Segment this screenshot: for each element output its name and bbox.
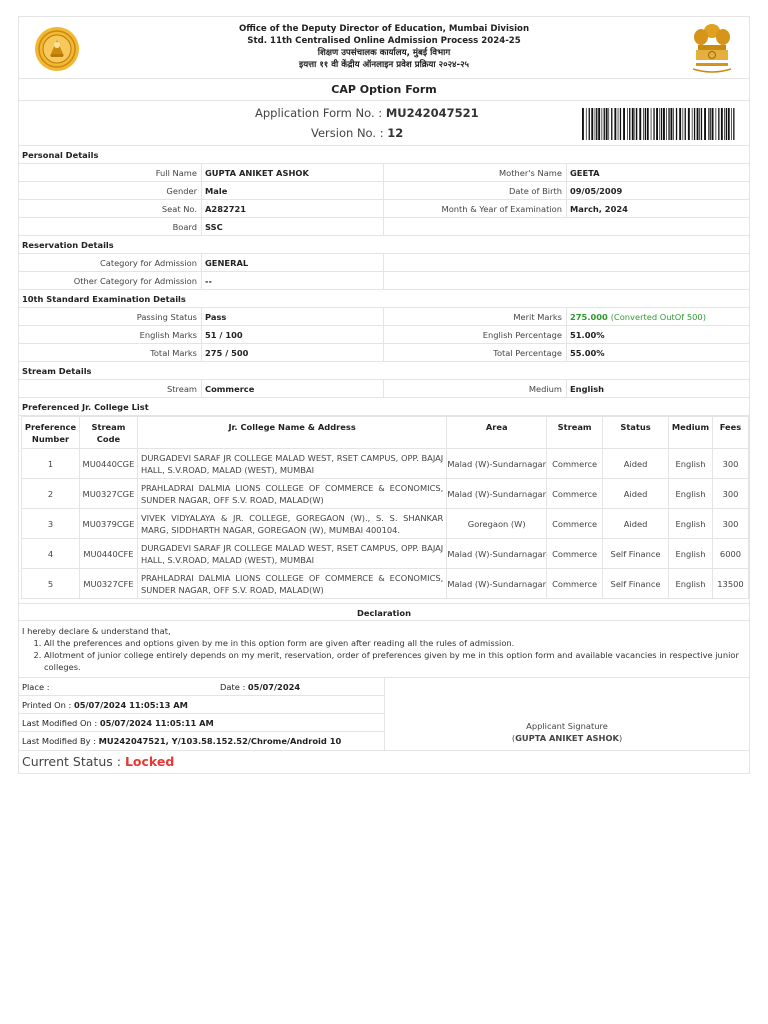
college-medium: English <box>669 449 713 479</box>
mother-name-value: GEETA <box>570 168 600 178</box>
college-status: Aided <box>603 509 669 539</box>
college-fees: 300 <box>712 449 748 479</box>
version-line <box>311 126 403 140</box>
header-marathi-process-line: इयत्ता ११ वी केंद्रीय ऑनलाइन प्रवेश प्रक्रिया २०२४-२५ <box>298 60 470 70</box>
last-modified-label: Last Modified On : <box>22 718 98 728</box>
total-marks-value: 275 / 500 <box>205 348 249 358</box>
college-medium: English <box>669 509 713 539</box>
column-header: Medium <box>669 417 713 449</box>
full-name-label: Full Name <box>19 164 202 181</box>
english-marks-value: 51 / 100 <box>205 330 243 340</box>
college-stream: Commerce <box>547 539 603 569</box>
current-status-label: Current Status : <box>22 754 121 769</box>
preference-number: 3 <box>22 509 80 539</box>
application-number-label: Application Form No. : <box>255 106 383 120</box>
exam-month-label: Month & Year of Examination <box>384 200 567 217</box>
table-row <box>22 539 749 569</box>
printed-on-row <box>19 696 384 714</box>
preference-number: 1 <box>22 449 80 479</box>
national-emblem-icon <box>687 21 737 75</box>
college-name: PRAHLADRAI DALMIA LIONS COLLEGE OF COMMERCE & ECONOMICS, SUNDER NAGAR, OFF S.V. ROAD, MALAD(W) <box>137 569 446 599</box>
total-marks-label: Total Marks <box>19 344 202 361</box>
date-value: 05/07/2024 <box>247 682 301 692</box>
form-header <box>19 17 749 79</box>
column-header: Stream <box>547 417 603 449</box>
college-area: Malad (W)-Sundarnagar <box>447 449 547 479</box>
college-area: Malad (W)-Sundarnagar <box>447 539 547 569</box>
maharashtra-seal-icon <box>33 26 83 72</box>
personal-row-3 <box>19 200 749 218</box>
college-name: VIVEK VIDYALAYA & JR. COLLEGE, GOREGAON (W)., S. S. SHANKAR MARG, SIDDHARTH NAGAR, GOREGAON (W), MUMBAI 400104. <box>137 509 446 539</box>
college-fees: 300 <box>712 479 748 509</box>
declaration-body <box>19 621 749 678</box>
college-name: DURGADEVI SARAF JR COLLEGE MALAD WEST, RSET CAMPUS, OPP. BAJAJ HALL, S.V.ROAD, MALAD (WEST), MUMBAI <box>137 539 446 569</box>
medium-label: Medium <box>384 380 567 397</box>
english-marks-label: English Marks <box>19 326 202 343</box>
last-modified-by-label: Last Modified By : <box>22 736 96 746</box>
merit-marks-number: 275.000 <box>570 312 608 322</box>
version-number: 12 <box>387 126 404 140</box>
column-header: Status <box>603 417 669 449</box>
personal-row-4 <box>19 218 749 236</box>
college-area: Goregaon (W) <box>447 509 547 539</box>
college-stream: Commerce <box>547 569 603 599</box>
stream-details-heading: Stream Details <box>19 362 749 380</box>
college-stream: Commerce <box>547 449 603 479</box>
exam-row-1 <box>19 308 749 326</box>
stream-row <box>19 380 749 398</box>
column-header: Jr. College Name & Address <box>137 417 446 449</box>
passing-status-label: Passing Status <box>19 308 202 325</box>
board-label: Board <box>19 218 202 235</box>
signature-area <box>385 678 749 750</box>
exam-row-3 <box>19 344 749 362</box>
declaration-points <box>22 637 746 673</box>
exam-details-heading: 10th Standard Examination Details <box>19 290 749 308</box>
preference-number: 4 <box>22 539 80 569</box>
declaration-heading: Declaration <box>19 603 749 621</box>
other-category-value: -- <box>205 276 212 286</box>
college-status: Self Finance <box>603 539 669 569</box>
college-status: Self Finance <box>603 569 669 599</box>
column-header: Stream Code <box>79 417 137 449</box>
reservation-row-2 <box>19 272 749 290</box>
date-label: Date : <box>220 682 246 692</box>
mother-name-label: Mother's Name <box>384 164 567 181</box>
college-fees: 300 <box>712 509 748 539</box>
total-percentage-value: 55.00% <box>570 348 605 358</box>
table-row <box>22 509 749 539</box>
category-value: GENERAL <box>205 258 249 268</box>
current-status-value: Locked <box>124 754 175 769</box>
stream-code: MU0327CFE <box>79 569 137 599</box>
stream-value: Commerce <box>205 384 255 394</box>
personal-row-1 <box>19 164 749 182</box>
header-office-line: Office of the Deputy Director of Education, Mumbai Division <box>238 24 530 34</box>
cap-option-form <box>18 16 750 774</box>
table-row <box>22 449 749 479</box>
exam-month-value: March, 2024 <box>570 204 628 214</box>
merit-marks-note: (Converted OutOf 500) <box>610 312 706 322</box>
medium-value: English <box>570 384 605 394</box>
declaration-point: 1. All the preferences and options given by me in this option form are given after reading all the rules of admission. <box>44 637 746 649</box>
total-percentage-label: Total Percentage <box>384 344 567 361</box>
last-modified-by-row <box>19 732 384 750</box>
stream-code: MU0440CGE <box>79 449 137 479</box>
college-status: Aided <box>603 449 669 479</box>
barcode-icon <box>581 107 737 141</box>
stream-label: Stream <box>19 380 202 397</box>
college-stream: Commerce <box>547 479 603 509</box>
stream-code: MU0440CFE <box>79 539 137 569</box>
gender-label: Gender <box>19 182 202 199</box>
dob-value: 09/05/2009 <box>570 186 623 196</box>
signature-name: GUPTA ANIKET ASHOK <box>515 733 619 743</box>
form-footer <box>19 678 749 751</box>
column-header: Area <box>447 417 547 449</box>
header-marathi-office-line: शिक्षण उपसंचालक कार्यालय, मुंबई विभाग <box>317 48 451 58</box>
merit-marks-label: Merit Marks <box>384 308 567 325</box>
other-category-label: Other Category for Admission <box>19 272 202 289</box>
stream-code: MU0327CGE <box>79 479 137 509</box>
preference-table-header <box>22 417 749 449</box>
stream-code: MU0379CGE <box>79 509 137 539</box>
college-stream: Commerce <box>547 509 603 539</box>
preference-number: 2 <box>22 479 80 509</box>
college-area: Malad (W)-Sundarnagar <box>447 479 547 509</box>
column-header: Fees <box>712 417 748 449</box>
college-name: DURGADEVI SARAF JR COLLEGE MALAD WEST, RSET CAMPUS, OPP. BAJAJ HALL, S.V.ROAD, MALAD (WEST), MUMBAI <box>137 449 446 479</box>
table-row <box>22 479 749 509</box>
last-modified-by-value: MU242047521, Y/103.58.152.52/Chrome/Android 10 <box>98 736 342 746</box>
english-percentage-value: 51.00% <box>570 330 605 340</box>
last-modified-value: 05/07/2024 11:05:11 AM <box>99 718 214 728</box>
exam-row-2 <box>19 326 749 344</box>
preference-table <box>21 416 749 599</box>
college-medium: English <box>669 479 713 509</box>
category-label: Category for Admission <box>19 254 202 271</box>
reservation-details-heading: Reservation Details <box>19 236 749 254</box>
merit-marks-value <box>567 308 749 325</box>
application-number-line <box>255 106 479 120</box>
college-status: Aided <box>603 479 669 509</box>
dob-label: Date of Birth <box>384 182 567 199</box>
personal-details-heading: Personal Details <box>19 146 749 164</box>
version-label: Version No. : <box>311 126 384 140</box>
declaration-point: 2. Allotment of junior college entirely depends on my merit, reservation, order of preferences given by me in this option form and available vacancies in respective junior colleges. <box>44 649 746 673</box>
signature-name-line: (GUPTA ANIKET ASHOK) <box>511 733 623 743</box>
printed-on-value: 05/07/2024 11:05:13 AM <box>73 700 188 710</box>
seat-no-label: Seat No. <box>19 200 202 217</box>
applicant-signature <box>385 720 749 744</box>
college-name: PRAHLADRAI DALMIA LIONS COLLEGE OF COMMERCE & ECONOMICS, SUNDER NAGAR, OFF S.V. ROAD, MALAD(W) <box>137 479 446 509</box>
place-label: Place : <box>22 682 50 692</box>
board-value: SSC <box>205 222 223 232</box>
preference-list-heading: Preferenced Jr. College List <box>19 398 749 416</box>
column-header: Preference Number <box>22 417 80 449</box>
current-status <box>19 751 749 773</box>
seat-no-value: A282721 <box>205 204 247 214</box>
last-modified-row <box>19 714 384 732</box>
printed-on-label: Printed On : <box>22 700 72 710</box>
college-fees: 13500 <box>712 569 748 599</box>
full-name-value: GUPTA ANIKET ASHOK <box>205 168 309 178</box>
application-info <box>19 101 749 146</box>
gender-value: Male <box>205 186 228 196</box>
place-date-row <box>19 678 384 696</box>
table-row <box>22 569 749 599</box>
application-number: MU242047521 <box>385 106 479 120</box>
college-medium: English <box>669 539 713 569</box>
personal-row-2 <box>19 182 749 200</box>
header-process-line: Std. 11th Centralised Online Admission Process 2024-25 <box>247 36 521 46</box>
declaration-intro: I hereby declare & understand that, <box>22 626 171 636</box>
english-percentage-label: English Percentage <box>384 326 567 343</box>
passing-status-value: Pass <box>205 312 227 322</box>
footer-info <box>19 678 385 750</box>
college-area: Malad (W)-Sundarnagar <box>447 569 547 599</box>
preference-number: 5 <box>22 569 80 599</box>
college-medium: English <box>669 569 713 599</box>
reservation-row-1 <box>19 254 749 272</box>
form-title: CAP Option Form <box>19 79 749 101</box>
signature-label: Applicant Signature <box>526 721 608 731</box>
college-fees: 6000 <box>712 539 748 569</box>
